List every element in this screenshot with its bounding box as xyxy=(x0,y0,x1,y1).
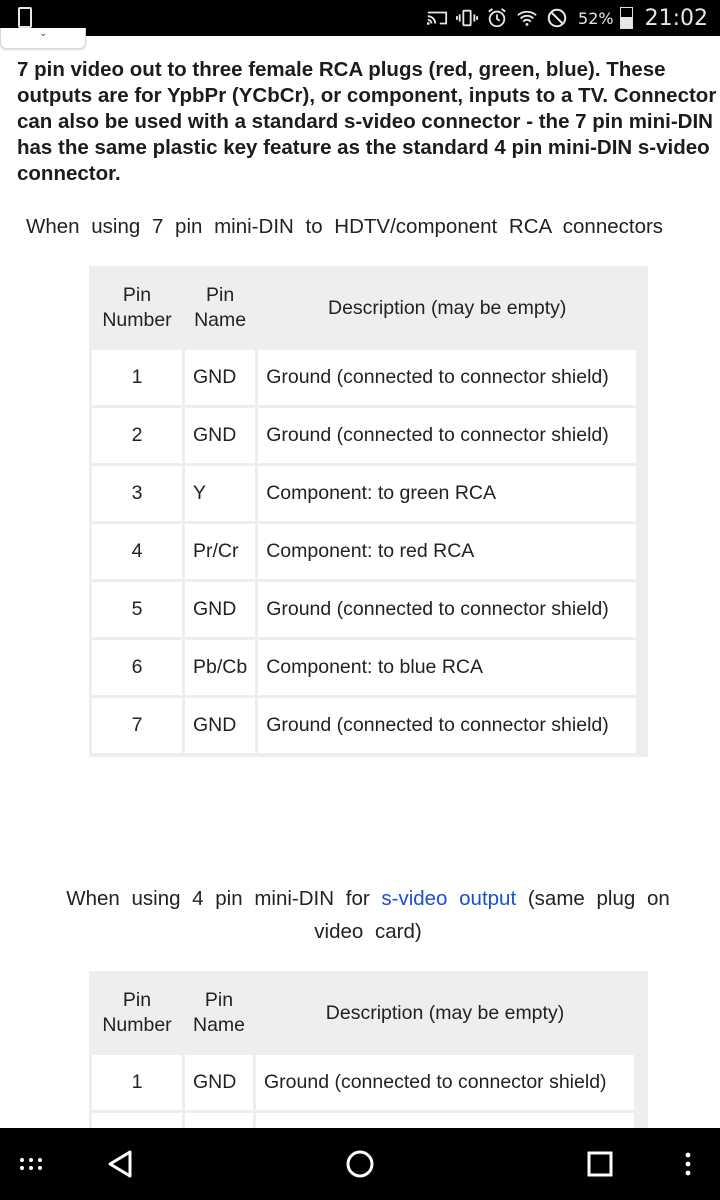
header-pin-number: Pin Number xyxy=(92,974,182,1052)
navigation-bar xyxy=(0,1128,720,1200)
table2-caption xyxy=(40,882,696,948)
header-pin-name: Pin Name xyxy=(185,269,255,347)
table-row xyxy=(92,582,636,637)
menu-icon[interactable] xyxy=(668,1128,708,1200)
pin-description: Component: to red RCA xyxy=(258,524,636,579)
pin-number: 1 xyxy=(92,350,182,405)
pin-number: 4 xyxy=(92,524,182,579)
pin-name: GND xyxy=(185,408,255,463)
pin-description: Ground (connected to connector shield) xyxy=(258,698,636,753)
pin-description: Ground (connected to connector shield) xyxy=(258,408,636,463)
pin-description: Ground (connected to connector shield) xyxy=(258,350,636,405)
back-icon[interactable] xyxy=(90,1128,150,1200)
table-row xyxy=(92,350,636,405)
home-icon[interactable] xyxy=(330,1128,390,1200)
header-description: Description (may be empty) xyxy=(256,974,634,1052)
pin-name: GND xyxy=(185,582,255,637)
wifi-icon xyxy=(516,7,538,29)
pin-number: 2 xyxy=(92,408,182,463)
pin-description: Ground (connected to connector shield) xyxy=(256,1055,634,1110)
pin-name: GND xyxy=(185,350,255,405)
pin-name: Y xyxy=(185,466,255,521)
pin-number: 5 xyxy=(92,582,182,637)
table-row xyxy=(92,524,636,579)
header-pin-number: Pin Number xyxy=(92,269,182,347)
table-row xyxy=(92,408,636,463)
header-pin-name: Pin Name xyxy=(185,974,253,1052)
app-drawer-icon[interactable] xyxy=(0,1128,62,1200)
pinout-table-7pin xyxy=(89,266,639,756)
caption-text: When using 4 pin mini-DIN for xyxy=(66,887,382,910)
do-not-disturb-icon xyxy=(546,7,568,29)
pin-description: Component: to blue RCA xyxy=(258,640,636,695)
table-row xyxy=(92,466,636,521)
pin-name: GND xyxy=(185,698,255,753)
pin-name: Pb/Cb xyxy=(185,640,255,695)
table1-caption: When using 7 pin mini-DIN to HDTV/component RCA connectors xyxy=(26,215,664,238)
recents-icon[interactable] xyxy=(570,1128,630,1200)
table-row xyxy=(92,1055,634,1110)
phone-icon xyxy=(18,7,32,28)
collapsed-tab-handle[interactable] xyxy=(0,28,86,49)
caption-text: (same plug on video card) xyxy=(314,887,670,943)
chevron-down-icon: ⌄ xyxy=(39,28,48,39)
vibrate-icon xyxy=(456,7,478,29)
status-bar xyxy=(0,0,720,36)
pin-name: GND xyxy=(185,1055,253,1110)
pin-number: 7 xyxy=(92,698,182,753)
cast-icon xyxy=(426,7,448,29)
pin-number: 1 xyxy=(92,1055,182,1110)
pin-description: Ground (connected to connector shield) xyxy=(258,582,636,637)
pin-number: 3 xyxy=(92,466,182,521)
s-video-output-link[interactable]: s-video output xyxy=(381,887,517,910)
pin-number: 6 xyxy=(92,640,182,695)
table-row xyxy=(92,698,636,753)
table-row xyxy=(92,640,636,695)
header-description: Description (may be empty) xyxy=(258,269,636,347)
clock: 21:02 xyxy=(644,5,708,31)
battery-icon xyxy=(620,7,633,29)
intro-paragraph: 7 pin video out to three female RCA plugs (red, green, blue). These outputs are for YpbPr (YCbCr), or component, inputs to a TV. Connector can also be used with a standard s-video connector - the 7 pin mini-DIN has the same plastic key feature as the standard 4 pin mini-DIN s-video connector. xyxy=(17,58,717,185)
alarm-icon xyxy=(486,7,508,29)
pin-description: Component: to green RCA xyxy=(258,466,636,521)
battery-percent: 52% xyxy=(578,8,614,28)
pin-name: Pr/Cr xyxy=(185,524,255,579)
